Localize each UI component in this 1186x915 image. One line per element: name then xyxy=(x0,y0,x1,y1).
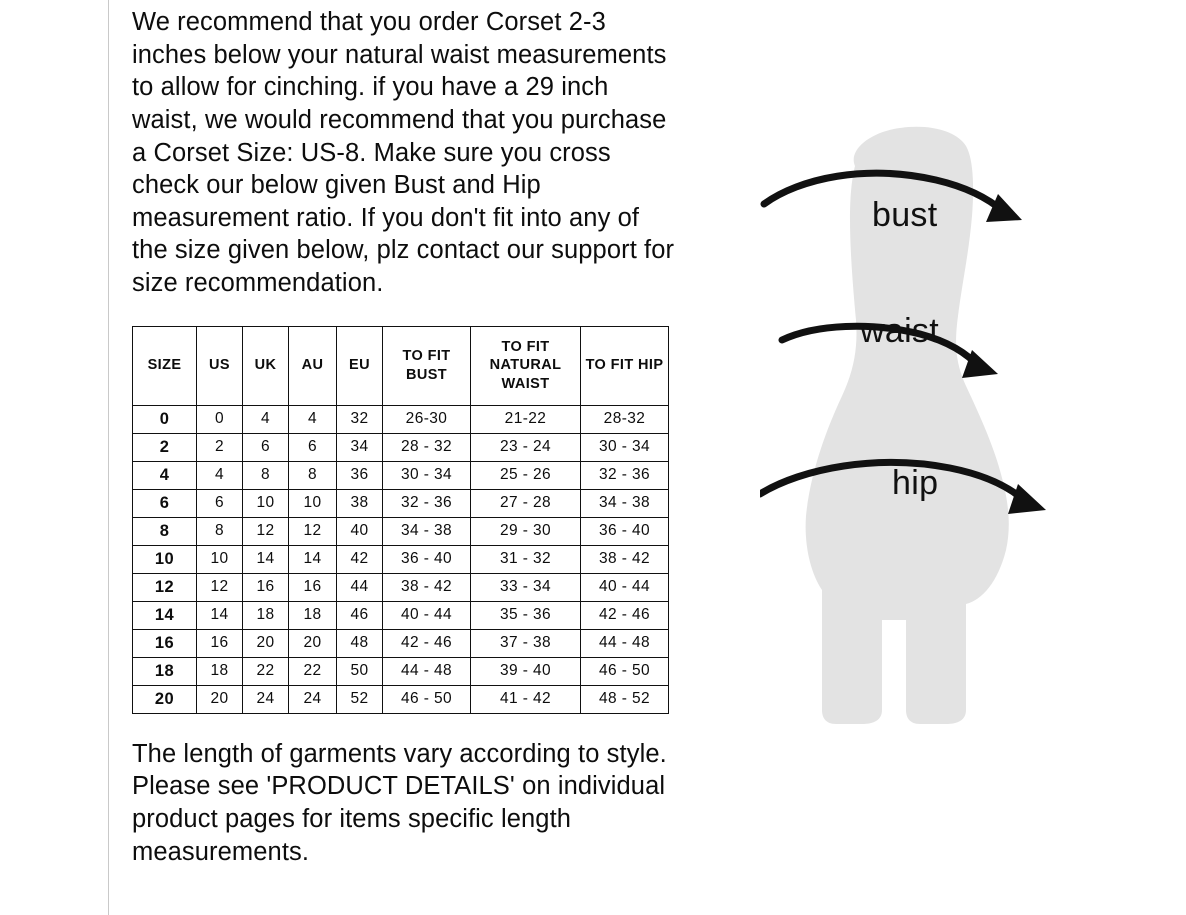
cell-us: 14 xyxy=(197,601,243,629)
text-and-table-column xyxy=(132,0,692,894)
cell-us: 12 xyxy=(197,573,243,601)
cell-bust: 32 - 36 xyxy=(383,489,471,517)
cell-au: 14 xyxy=(289,545,337,573)
column-header-au: AU xyxy=(289,326,337,405)
cell-au: 12 xyxy=(289,517,337,545)
cell-size: 16 xyxy=(133,629,197,657)
cell-waist: 33 - 34 xyxy=(471,573,581,601)
column-header-waist: TO FIT NATURAL WAIST xyxy=(471,326,581,405)
cell-waist: 23 - 24 xyxy=(471,433,581,461)
table-body xyxy=(133,405,669,713)
cell-waist: 37 - 38 xyxy=(471,629,581,657)
table-header-row xyxy=(133,326,669,405)
cell-bust: 40 - 44 xyxy=(383,601,471,629)
cell-us: 0 xyxy=(197,405,243,433)
cell-bust: 28 - 32 xyxy=(383,433,471,461)
table-row xyxy=(133,601,669,629)
cell-size: 4 xyxy=(133,461,197,489)
cell-waist: 25 - 26 xyxy=(471,461,581,489)
cell-uk: 14 xyxy=(243,545,289,573)
body-silhouette-svg xyxy=(760,120,1140,800)
cell-hip: 44 - 48 xyxy=(581,629,669,657)
cell-uk: 22 xyxy=(243,657,289,685)
table-row xyxy=(133,685,669,713)
table-row xyxy=(133,433,669,461)
cell-waist: 41 - 42 xyxy=(471,685,581,713)
cell-eu: 50 xyxy=(337,657,383,685)
cell-hip: 42 - 46 xyxy=(581,601,669,629)
cell-eu: 38 xyxy=(337,489,383,517)
table-row xyxy=(133,573,669,601)
cell-us: 10 xyxy=(197,545,243,573)
cell-au: 18 xyxy=(289,601,337,629)
cell-size: 12 xyxy=(133,573,197,601)
cell-au: 8 xyxy=(289,461,337,489)
cell-bust: 44 - 48 xyxy=(383,657,471,685)
table-row xyxy=(133,545,669,573)
column-header-us: US xyxy=(197,326,243,405)
page-left-rule xyxy=(108,0,109,915)
cell-uk: 16 xyxy=(243,573,289,601)
cell-au: 10 xyxy=(289,489,337,517)
column-header-bust: TO FIT BUST xyxy=(383,326,471,405)
cell-size: 0 xyxy=(133,405,197,433)
cell-hip: 36 - 40 xyxy=(581,517,669,545)
cell-hip: 38 - 42 xyxy=(581,545,669,573)
cell-eu: 36 xyxy=(337,461,383,489)
cell-eu: 48 xyxy=(337,629,383,657)
cell-au: 16 xyxy=(289,573,337,601)
table-row xyxy=(133,517,669,545)
cell-us: 4 xyxy=(197,461,243,489)
table-row xyxy=(133,405,669,433)
table-row xyxy=(133,489,669,517)
cell-eu: 52 xyxy=(337,685,383,713)
cell-bust: 36 - 40 xyxy=(383,545,471,573)
cell-waist: 35 - 36 xyxy=(471,601,581,629)
size-chart-table xyxy=(132,326,669,714)
cell-au: 22 xyxy=(289,657,337,685)
table-row xyxy=(133,657,669,685)
column-header-eu: EU xyxy=(337,326,383,405)
cell-waist: 31 - 32 xyxy=(471,545,581,573)
bust-arrowhead-icon xyxy=(986,194,1022,222)
column-header-hip: TO FIT HIP xyxy=(581,326,669,405)
cell-waist: 39 - 40 xyxy=(471,657,581,685)
cell-hip: 40 - 44 xyxy=(581,573,669,601)
column-header-size: SIZE xyxy=(133,326,197,405)
outro-paragraph: The length of garments vary according to style. Please see 'PRODUCT DETAILS' on individual product pages for items specific length measurements. xyxy=(132,739,667,866)
cell-hip: 30 - 34 xyxy=(581,433,669,461)
cell-size: 18 xyxy=(133,657,197,685)
cell-waist: 29 - 30 xyxy=(471,517,581,545)
cell-au: 4 xyxy=(289,405,337,433)
body-measurement-figure xyxy=(760,120,1140,800)
cell-eu: 40 xyxy=(337,517,383,545)
bust-label: bust xyxy=(872,196,938,234)
cell-bust: 38 - 42 xyxy=(383,573,471,601)
cell-eu: 32 xyxy=(337,405,383,433)
cell-eu: 44 xyxy=(337,573,383,601)
cell-uk: 10 xyxy=(243,489,289,517)
cell-hip: 32 - 36 xyxy=(581,461,669,489)
cell-size: 20 xyxy=(133,685,197,713)
cell-us: 6 xyxy=(197,489,243,517)
cell-size: 14 xyxy=(133,601,197,629)
cell-bust: 46 - 50 xyxy=(383,685,471,713)
cell-waist: 27 - 28 xyxy=(471,489,581,517)
hip-label: hip xyxy=(892,464,939,502)
table-row xyxy=(133,461,669,489)
cell-uk: 18 xyxy=(243,601,289,629)
cell-uk: 8 xyxy=(243,461,289,489)
cell-hip: 46 - 50 xyxy=(581,657,669,685)
cell-size: 6 xyxy=(133,489,197,517)
cell-eu: 46 xyxy=(337,601,383,629)
cell-au: 6 xyxy=(289,433,337,461)
cell-uk: 4 xyxy=(243,405,289,433)
waist-label: waist xyxy=(860,312,939,350)
cell-eu: 34 xyxy=(337,433,383,461)
cell-size: 8 xyxy=(133,517,197,545)
cell-us: 16 xyxy=(197,629,243,657)
table-row xyxy=(133,629,669,657)
cell-bust: 26-30 xyxy=(383,405,471,433)
cell-us: 2 xyxy=(197,433,243,461)
cell-bust: 30 - 34 xyxy=(383,461,471,489)
cell-uk: 6 xyxy=(243,433,289,461)
cell-bust: 34 - 38 xyxy=(383,517,471,545)
cell-au: 24 xyxy=(289,685,337,713)
cell-hip: 48 - 52 xyxy=(581,685,669,713)
cell-au: 20 xyxy=(289,629,337,657)
cell-hip: 28-32 xyxy=(581,405,669,433)
column-header-uk: UK xyxy=(243,326,289,405)
cell-hip: 34 - 38 xyxy=(581,489,669,517)
cell-us: 18 xyxy=(197,657,243,685)
cell-uk: 24 xyxy=(243,685,289,713)
cell-size: 10 xyxy=(133,545,197,573)
cell-uk: 12 xyxy=(243,517,289,545)
cell-eu: 42 xyxy=(337,545,383,573)
intro-paragraph: We recommend that you order Corset 2-3 inches below your natural waist measurements to allow for cinching. if you have a 29 inch waist, we would recommend that you purchase a Corset Size: US-8. Make sure you cross check our below given Bust and Hip measurement ratio. If you don't fit into any of the size given below, plz contact our support for size recommendation. xyxy=(132,8,675,297)
cell-uk: 20 xyxy=(243,629,289,657)
cell-bust: 42 - 46 xyxy=(383,629,471,657)
cell-size: 2 xyxy=(133,433,197,461)
cell-us: 8 xyxy=(197,517,243,545)
cell-waist: 21-22 xyxy=(471,405,581,433)
cell-us: 20 xyxy=(197,685,243,713)
